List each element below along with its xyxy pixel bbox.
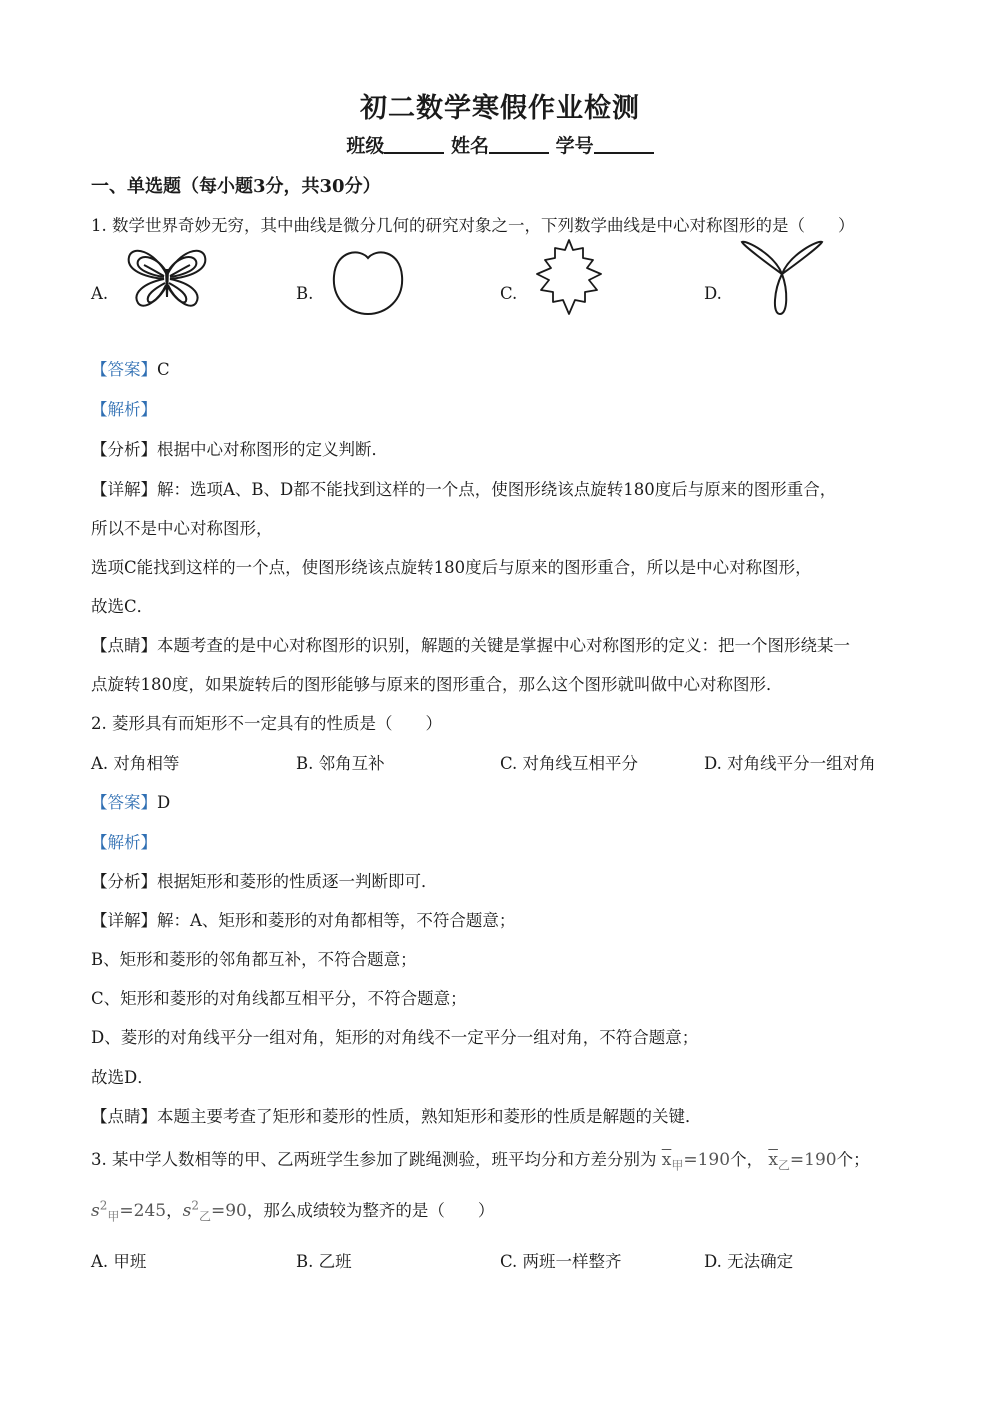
answer-tag: 【答案】 bbox=[91, 793, 157, 812]
s-yi-sup: 2 bbox=[191, 1198, 199, 1213]
q2-stem: 2. 菱形具有而矩形不一定具有的性质是（ ） bbox=[91, 714, 442, 733]
xbar-yi bbox=[768, 1150, 837, 1173]
xbar-jia-value: =190 bbox=[683, 1150, 731, 1170]
answer-value: D bbox=[157, 793, 171, 812]
q2-xiangjie-4: D、菱形的对角线平分一组对角，矩形的对角线不一定平分一组对角，不符合题意； bbox=[91, 1028, 699, 1047]
q3-stem-line-1 bbox=[91, 1146, 870, 1173]
q1-dianjing-2: 点旋转180度，如果旋转后的图形能够与原来的图形重合，那么这个图形就叫做中心对称图形． bbox=[91, 675, 783, 694]
class-label: 班级 bbox=[346, 135, 385, 157]
xbar-yi-value: =190 bbox=[789, 1150, 837, 1170]
q2-xiangjie-3: C、矩形和菱形的对角线都互相平分，不符合题意； bbox=[91, 989, 467, 1008]
q1-option-b-label: B. bbox=[296, 284, 314, 303]
s-jia-sup: 2 bbox=[99, 1198, 108, 1213]
answer-tag: 【答案】 bbox=[91, 360, 157, 379]
cardioid-figure bbox=[330, 248, 406, 316]
xiangjie-text: 解：选项A、B、D都不能找到这样的一个点，使图形绕该点旋转180度后与原来的图形重合， bbox=[157, 480, 837, 499]
q1-option-a-label: A. bbox=[91, 284, 109, 303]
separator: ， bbox=[166, 1201, 183, 1220]
q1-dianjing-1 bbox=[91, 632, 850, 656]
q1-xiangjie-2: 所以不是中心对称图形， bbox=[91, 519, 273, 538]
unit-1: 个， bbox=[730, 1150, 764, 1169]
q2-option-d: D. 对角线平分一组对角 bbox=[704, 754, 876, 773]
q1-fenxi bbox=[91, 436, 388, 460]
id-blank bbox=[594, 134, 654, 154]
q2-option-b: B. 邻角互补 bbox=[296, 754, 385, 773]
fenxi-text: 根据矩形和菱形的性质逐一判断即可． bbox=[157, 872, 438, 891]
three-leaf-rose-figure bbox=[738, 240, 826, 316]
q2-option-a: A. 对角相等 bbox=[91, 754, 180, 773]
s-jia-sub: 甲 bbox=[107, 1209, 120, 1224]
fenxi-text: 根据中心对称图形的定义判断． bbox=[157, 440, 388, 459]
q3-stem-a: 3. 某中学人数相等的甲、乙两班学生参加了跳绳测验，班平均分和方差分别为 bbox=[91, 1150, 657, 1169]
dianjing-text: 本题考查的是中心对称图形的识别，解题的关键是掌握中心对称图形的定义：把一个图形绕某一 bbox=[157, 636, 850, 655]
q1-analysis-tag: 【解析】 bbox=[91, 400, 157, 419]
q1-xiangjie-1 bbox=[91, 476, 836, 500]
q3-option-a: A. 甲班 bbox=[91, 1252, 147, 1271]
dianjing-tag: 【点睛】 bbox=[91, 636, 157, 655]
section-heading: 一、单选题（每小题3分，共30分） bbox=[91, 176, 381, 197]
unit-2: 个； bbox=[836, 1150, 870, 1169]
fenxi-tag: 【分析】 bbox=[91, 872, 157, 891]
q2-fenxi bbox=[91, 868, 438, 892]
q1-answer bbox=[91, 356, 170, 380]
q2-xiangjie-2: B、矩形和菱形的邻角都互补，不符合题意； bbox=[91, 950, 417, 969]
dianjing-text: 本题主要考查了矩形和菱形的性质，熟知矩形和菱形的性质是解题的关键． bbox=[157, 1107, 702, 1126]
q1-option-c-label: C. bbox=[500, 284, 518, 303]
q2-dianjing-1 bbox=[91, 1103, 702, 1127]
q3-stem-b: ，那么成绩较为整齐的是（ ） bbox=[246, 1201, 495, 1220]
xbar-jia-var: $\overline{x}$ bbox=[661, 1150, 672, 1170]
xbar-jia bbox=[661, 1150, 731, 1173]
class-blank bbox=[384, 134, 444, 154]
q3-stem-line-2 bbox=[91, 1197, 494, 1224]
q2-analysis-tag: 【解析】 bbox=[91, 833, 157, 852]
xbar-yi-var: $\overline{x}$ bbox=[768, 1150, 778, 1170]
s-jia-value: =245 bbox=[119, 1201, 167, 1221]
student-info-line bbox=[0, 131, 1000, 158]
name-label: 姓名 bbox=[450, 135, 489, 157]
answer-value: C bbox=[157, 360, 170, 379]
dianjing-tag: 【点睛】 bbox=[91, 1107, 157, 1126]
koch-snowflake-figure bbox=[533, 238, 605, 318]
q1-xiangjie-4: 故选C． bbox=[91, 597, 154, 616]
q3-option-d: D. 无法确定 bbox=[704, 1252, 794, 1271]
id-label: 学号 bbox=[555, 135, 594, 157]
xiangjie-tag: 【详解】 bbox=[91, 480, 157, 499]
xbar-yi-sub: 乙 bbox=[777, 1158, 790, 1173]
page-title: 初二数学寒假作业检测 bbox=[360, 93, 640, 124]
q2-option-c: C. 对角线互相平分 bbox=[500, 754, 639, 773]
s-yi bbox=[182, 1198, 247, 1224]
q2-answer bbox=[91, 789, 170, 813]
q2-xiangjie-5: 故选D． bbox=[91, 1068, 154, 1087]
q2-xiangjie-1 bbox=[91, 907, 515, 931]
xiangjie-text: 解：A、矩形和菱形的对角都相等，不符合题意； bbox=[157, 911, 516, 930]
s-yi-var: s bbox=[182, 1201, 192, 1221]
s-jia bbox=[91, 1198, 167, 1224]
q3-option-b: B. 乙班 bbox=[296, 1252, 352, 1271]
q1-xiangjie-3: 选项C能找到这样的一个点，使图形绕该点旋转180度后与原来的图形重合，所以是中心对称图形， bbox=[91, 558, 812, 577]
s-jia-var: s bbox=[91, 1201, 100, 1221]
butterfly-figure bbox=[124, 245, 210, 313]
q1-stem: 1. 数学世界奇妙无穷，其中曲线是微分几何的研究对象之一，下列数学曲线是中心对称图形的是（ ） bbox=[91, 216, 855, 235]
s-yi-value: =90 bbox=[210, 1201, 247, 1221]
xbar-jia-sub: 甲 bbox=[671, 1158, 684, 1173]
q1-option-d-label: D. bbox=[704, 284, 722, 303]
fenxi-tag: 【分析】 bbox=[91, 440, 157, 459]
xiangjie-tag: 【详解】 bbox=[91, 911, 157, 930]
name-blank bbox=[489, 134, 549, 154]
q3-option-c: C. 两班一样整齐 bbox=[500, 1252, 622, 1271]
s-yi-sub: 乙 bbox=[198, 1209, 211, 1224]
